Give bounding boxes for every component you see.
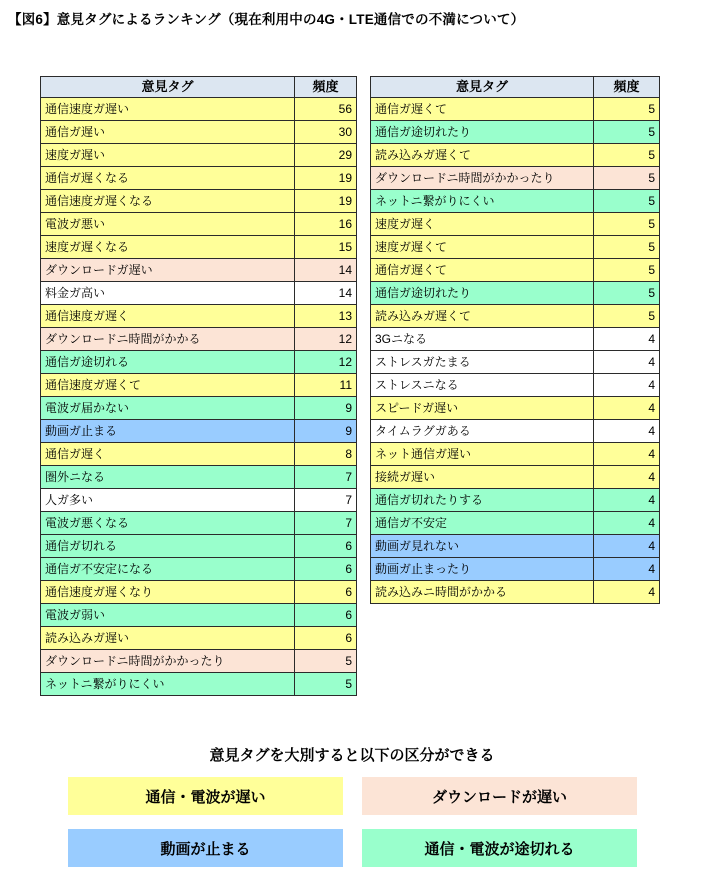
opinion-tag-cell: 料金ガ高い	[41, 282, 295, 305]
frequency-cell: 5	[594, 98, 660, 121]
opinion-tag-cell: ダウンロードニ時間がかかる	[41, 328, 295, 351]
opinion-tag-cell: 通信速度ガ遅い	[41, 98, 295, 121]
opinion-tag-cell: 読み込みガ遅くて	[371, 144, 594, 167]
opinion-tag-cell: 通信ガ途切れたり	[371, 282, 594, 305]
opinion-tag-cell: 速度ガ遅くて	[371, 236, 594, 259]
table-row	[41, 489, 357, 512]
opinion-tag-cell: 通信速度ガ遅くて	[41, 374, 295, 397]
frequency-cell: 6	[295, 535, 357, 558]
frequency-cell: 7	[295, 466, 357, 489]
opinion-tag-cell: 電波ガ届かない	[41, 397, 295, 420]
table-row	[371, 121, 660, 144]
frequency-cell: 6	[295, 581, 357, 604]
table-row	[371, 213, 660, 236]
frequency-cell: 4	[594, 489, 660, 512]
opinion-tag-cell: ネットニ繋がりにくい	[371, 190, 594, 213]
category-label: 通信・電波が遅い	[145, 788, 266, 806]
opinion-tag-cell: 速度ガ遅い	[41, 144, 295, 167]
opinion-tag-cell: 通信ガ切れる	[41, 535, 295, 558]
table-row	[41, 213, 357, 236]
table-row	[371, 443, 660, 466]
opinion-tag-cell: スピードガ遅い	[371, 397, 594, 420]
table-row	[371, 489, 660, 512]
frequency-cell: 11	[295, 374, 357, 397]
opinion-tag-cell: 通信速度ガ遅く	[41, 305, 295, 328]
opinion-tag-cell: 動画ガ止まる	[41, 420, 295, 443]
frequency-cell: 5	[295, 673, 357, 696]
category-label: 通信・電波が途切れる	[424, 840, 575, 858]
opinion-tag-cell: 読み込みガ遅くて	[371, 305, 594, 328]
frequency-cell: 5	[594, 167, 660, 190]
opinion-tag-cell: 通信速度ガ遅くなり	[41, 581, 295, 604]
opinion-tag-cell: 通信ガ遅い	[41, 121, 295, 144]
frequency-cell: 4	[594, 466, 660, 489]
category-label: ダウンロードが遅い	[431, 788, 567, 806]
table-row	[371, 190, 660, 213]
frequency-cell: 5	[594, 213, 660, 236]
table-row	[41, 443, 357, 466]
table-row	[41, 236, 357, 259]
table-row	[371, 305, 660, 328]
category-box	[68, 777, 343, 815]
opinion-tag-cell: 通信ガ不安定になる	[41, 558, 295, 581]
frequency-cell: 12	[295, 328, 357, 351]
frequency-cell: 29	[295, 144, 357, 167]
opinion-tag-cell: 通信ガ遅く	[41, 443, 295, 466]
frequency-cell: 6	[295, 558, 357, 581]
frequency-cell: 5	[295, 650, 357, 673]
table-row	[371, 144, 660, 167]
frequency-cell: 4	[594, 581, 660, 604]
opinion-tag-cell: 人ガ多い	[41, 489, 295, 512]
table-row	[41, 673, 357, 696]
frequency-cell: 4	[594, 558, 660, 581]
opinion-tag-cell: 読み込みガ遅い	[41, 627, 295, 650]
table-row	[371, 581, 660, 604]
table-row	[41, 650, 357, 673]
frequency-cell: 7	[295, 512, 357, 535]
category-box	[68, 829, 343, 867]
opinion-tag-cell: 電波ガ弱い	[41, 604, 295, 627]
table-row	[371, 512, 660, 535]
table-row	[41, 420, 357, 443]
column-header-opinion-tag: 意見タグ	[41, 77, 295, 98]
figure-title: 【図6】意見タグによるランキング（現在利用中の4G・LTE通信での不満について）	[8, 12, 525, 27]
table-row	[41, 466, 357, 489]
frequency-cell: 16	[295, 213, 357, 236]
opinion-tag-cell: 通信ガ切れたりする	[371, 489, 594, 512]
frequency-cell: 4	[594, 535, 660, 558]
column-header-opinion-tag: 意見タグ	[371, 77, 594, 98]
opinion-tag-cell: 読み込みニ時間がかかる	[371, 581, 594, 604]
table-row	[371, 167, 660, 190]
table-row	[371, 351, 660, 374]
category-box	[362, 829, 637, 867]
table-row	[41, 604, 357, 627]
opinion-tag-cell: 通信ガ遅くなる	[41, 167, 295, 190]
category-label: 動画が止まる	[160, 840, 251, 858]
opinion-tag-cell: 通信ガ途切れる	[41, 351, 295, 374]
table-row	[371, 535, 660, 558]
column-header-frequency: 頻度	[594, 77, 660, 98]
frequency-cell: 5	[594, 282, 660, 305]
frequency-cell: 5	[594, 236, 660, 259]
frequency-cell: 14	[295, 282, 357, 305]
table-row	[41, 397, 357, 420]
table-row	[371, 328, 660, 351]
opinion-tag-cell: ストレスガたまる	[371, 351, 594, 374]
frequency-cell: 4	[594, 397, 660, 420]
column-header-frequency: 頻度	[295, 77, 357, 98]
frequency-cell: 4	[594, 374, 660, 397]
opinion-tag-cell: 圏外ニなる	[41, 466, 295, 489]
opinion-tag-cell: 電波ガ悪くなる	[41, 512, 295, 535]
opinion-tag-cell: 通信速度ガ遅くなる	[41, 190, 295, 213]
ranking-table-left	[40, 76, 357, 696]
table-row	[371, 420, 660, 443]
opinion-tag-cell: ネットニ繋がりにくい	[41, 673, 295, 696]
table-row	[41, 374, 357, 397]
frequency-cell: 13	[295, 305, 357, 328]
frequency-cell: 56	[295, 98, 357, 121]
table-header-row	[41, 77, 357, 98]
table-row	[41, 351, 357, 374]
opinion-tag-cell: 動画ガ止まったり	[371, 558, 594, 581]
opinion-tag-cell: 動画ガ見れない	[371, 535, 594, 558]
frequency-cell: 14	[295, 259, 357, 282]
table-row	[371, 374, 660, 397]
table-row	[41, 535, 357, 558]
frequency-cell: 9	[295, 420, 357, 443]
opinion-tag-cell: 通信ガ遅くて	[371, 259, 594, 282]
frequency-cell: 4	[594, 512, 660, 535]
opinion-tag-cell: ダウンロードガ遅い	[41, 259, 295, 282]
frequency-cell: 5	[594, 190, 660, 213]
frequency-cell: 4	[594, 420, 660, 443]
table-row	[41, 328, 357, 351]
table-row	[371, 236, 660, 259]
summary-heading: 意見タグを大別すると以下の区分ができる	[209, 747, 495, 764]
opinion-tag-cell: 速度ガ遅く	[371, 213, 594, 236]
frequency-cell: 19	[295, 190, 357, 213]
table-row	[371, 466, 660, 489]
frequency-cell: 5	[594, 121, 660, 144]
opinion-tag-cell: 速度ガ遅くなる	[41, 236, 295, 259]
table-row	[41, 282, 357, 305]
opinion-tag-cell: タイムラグガある	[371, 420, 594, 443]
frequency-cell: 6	[295, 627, 357, 650]
frequency-cell: 30	[295, 121, 357, 144]
frequency-cell: 12	[295, 351, 357, 374]
table-header-row	[371, 77, 660, 98]
table-row	[371, 98, 660, 121]
frequency-cell: 19	[295, 167, 357, 190]
opinion-tag-cell: 接続ガ遅い	[371, 466, 594, 489]
frequency-cell: 5	[594, 259, 660, 282]
table-row	[41, 558, 357, 581]
table-row	[41, 144, 357, 167]
table-row	[371, 282, 660, 305]
opinion-tag-cell: 電波ガ悪い	[41, 213, 295, 236]
table-row	[41, 259, 357, 282]
opinion-tag-cell: 通信ガ不安定	[371, 512, 594, 535]
table-row	[41, 512, 357, 535]
table-row	[41, 98, 357, 121]
table-row	[41, 627, 357, 650]
frequency-cell: 15	[295, 236, 357, 259]
opinion-tag-cell: 3Gニなる	[371, 328, 594, 351]
table-row	[41, 167, 357, 190]
table-row	[371, 558, 660, 581]
opinion-tag-cell: ネット通信ガ遅い	[371, 443, 594, 466]
frequency-cell: 5	[594, 305, 660, 328]
table-row	[371, 397, 660, 420]
category-box	[362, 777, 637, 815]
opinion-tag-cell: ダウンロードニ時間がかかったり	[371, 167, 594, 190]
table-row	[41, 190, 357, 213]
table-row	[371, 259, 660, 282]
frequency-cell: 8	[295, 443, 357, 466]
table-row	[41, 305, 357, 328]
opinion-tag-cell: ストレスニなる	[371, 374, 594, 397]
frequency-cell: 7	[295, 489, 357, 512]
ranking-table-right	[370, 76, 660, 604]
table-row	[41, 121, 357, 144]
frequency-cell: 6	[295, 604, 357, 627]
opinion-tag-cell: 通信ガ遅くて	[371, 98, 594, 121]
frequency-cell: 4	[594, 443, 660, 466]
frequency-cell: 9	[295, 397, 357, 420]
opinion-tag-cell: ダウンロードニ時間がかかったり	[41, 650, 295, 673]
frequency-cell: 4	[594, 351, 660, 374]
frequency-cell: 4	[594, 328, 660, 351]
opinion-tag-cell: 通信ガ途切れたり	[371, 121, 594, 144]
table-row	[41, 581, 357, 604]
frequency-cell: 5	[594, 144, 660, 167]
